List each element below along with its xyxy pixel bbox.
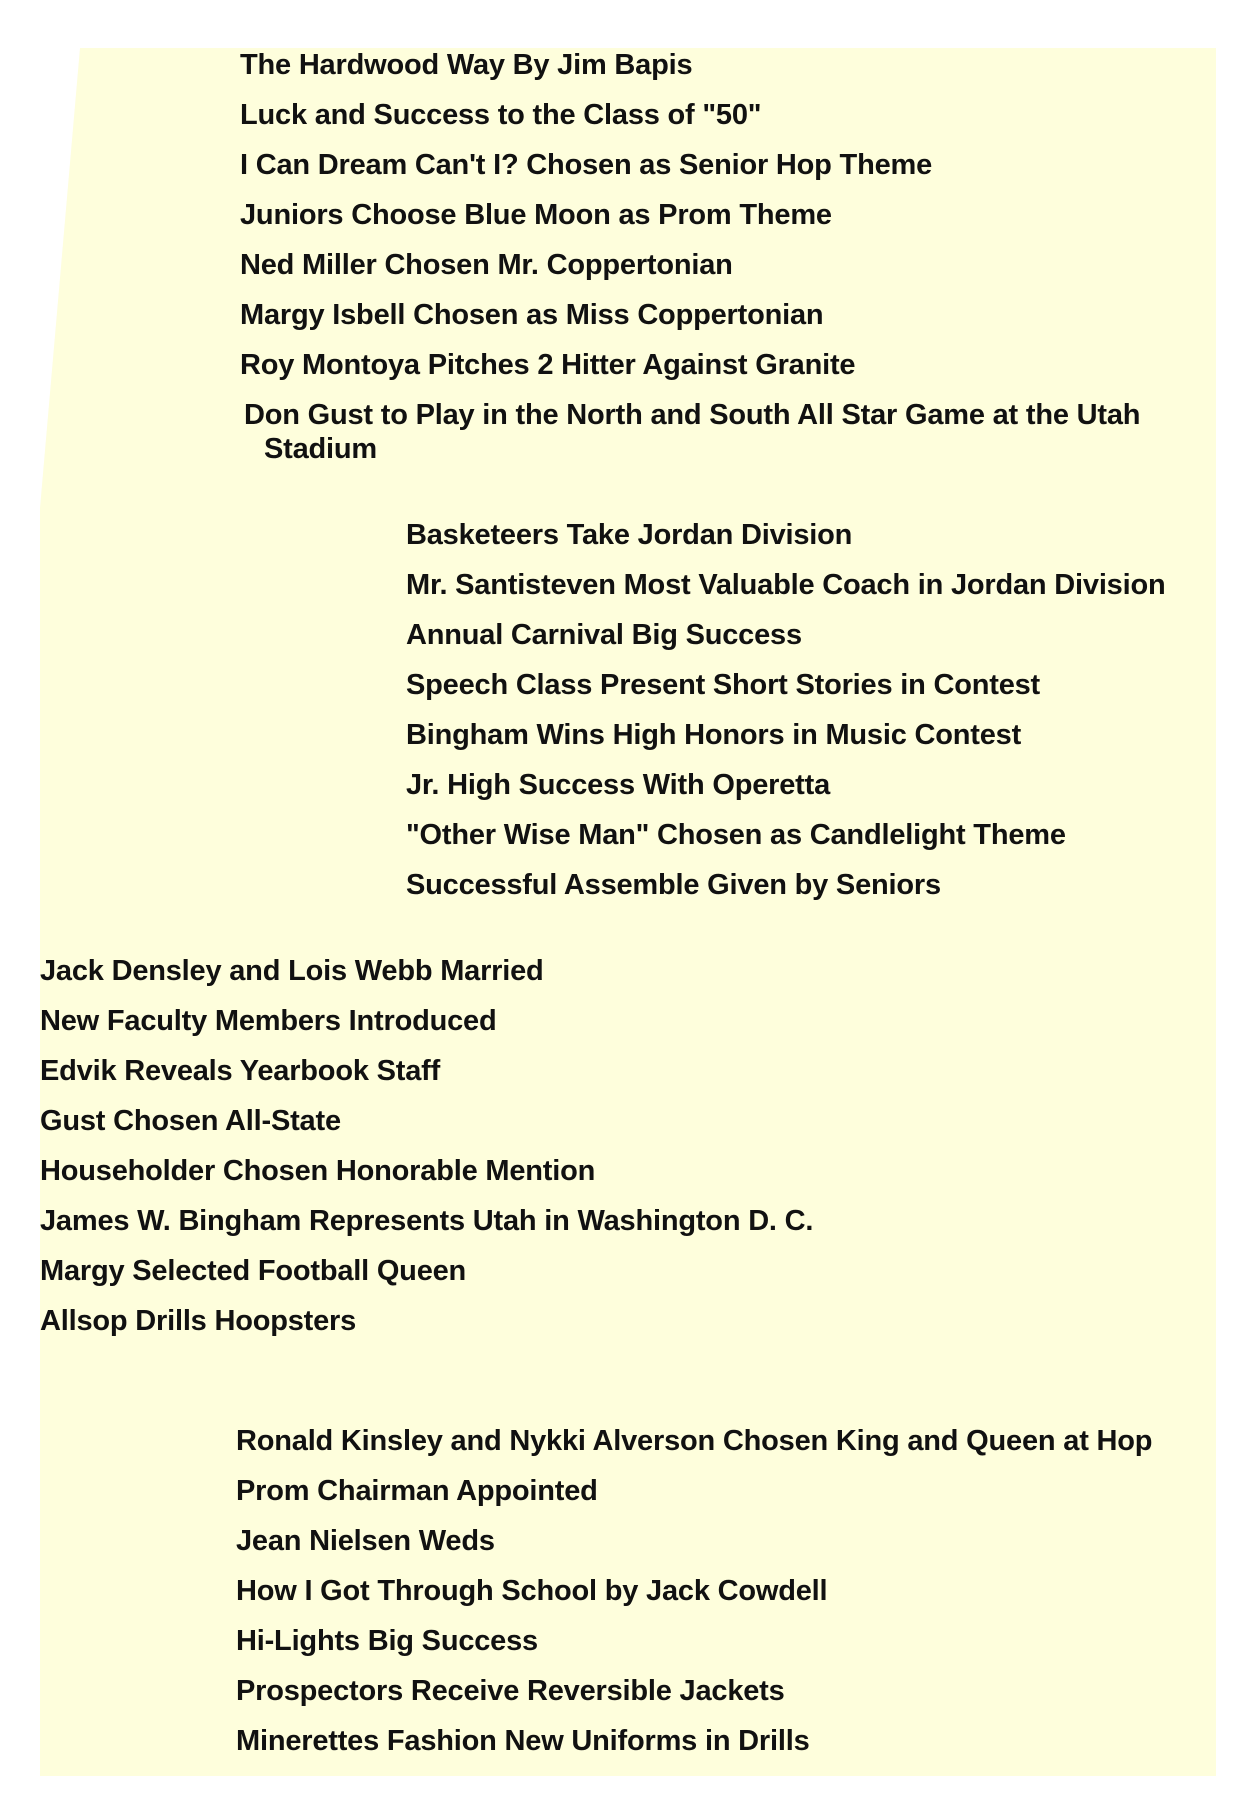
headline-item: Jack Densley and Lois Webb Married <box>40 955 544 987</box>
headline-item: Luck and Success to the Class of "50" <box>240 99 762 131</box>
headline-item: Bingham Wins High Honors in Music Contest <box>406 719 1022 751</box>
headline-item: Annual Carnival Big Success <box>406 619 802 651</box>
headline-item: How I Got Through School by Jack Cowdell <box>236 1575 828 1607</box>
headline-item: Basketeers Take Jordan Division <box>406 519 853 551</box>
headline-item: Ned Miller Chosen Mr. Coppertonian <box>240 249 733 281</box>
headline-item: Margy Selected Football Queen <box>40 1255 467 1287</box>
headline-line: Don Gust to Play in the North and South All Star Game at the Utah <box>244 399 1141 431</box>
headline-item: Mr. Santisteven Most Valuable Coach in Jordan Division <box>406 569 1166 601</box>
headline-item: Jr. High Success With Operetta <box>406 769 831 801</box>
headline-item: Householder Chosen Honorable Mention <box>40 1155 596 1187</box>
headline-item: Prom Chairman Appointed <box>236 1475 598 1507</box>
headline-item-wrapped <box>244 398 1224 466</box>
headline-item: Allsop Drills Hoopsters <box>40 1305 357 1337</box>
headline-item: Jean Nielsen Weds <box>236 1525 495 1557</box>
headline-item: I Can Dream Can't I? Chosen as Senior Hop Theme <box>240 149 933 181</box>
headline-item: Juniors Choose Blue Moon as Prom Theme <box>240 199 832 231</box>
headline-item: Successful Assemble Given by Seniors <box>406 869 941 901</box>
headline-item: Speech Class Present Short Stories in Contest <box>406 669 1041 701</box>
headline-item: Prospectors Receive Reversible Jackets <box>236 1675 785 1707</box>
headline-item: New Faculty Members Introduced <box>40 1005 497 1037</box>
headline-item: Roy Montoya Pitches 2 Hitter Against Granite <box>240 349 856 381</box>
headline-item: "Other Wise Man" Chosen as Candlelight Theme <box>406 819 1066 851</box>
headline-item: James W. Bingham Represents Utah in Washington D. C. <box>40 1205 814 1237</box>
headline-item: Hi-Lights Big Success <box>236 1625 538 1657</box>
headline-item: Ronald Kinsley and Nykki Alverson Chosen King and Queen at Hop <box>236 1425 1153 1457</box>
headline-item: Minerettes Fashion New Uniforms in Drills <box>236 1725 810 1757</box>
headline-line: Stadium <box>264 433 377 465</box>
headline-item: Margy Isbell Chosen as Miss Coppertonian <box>240 299 824 331</box>
headline-item: Gust Chosen All-State <box>40 1105 341 1137</box>
headline-item: Edvik Reveals Yearbook Staff <box>40 1055 441 1087</box>
headline-item: The Hardwood Way By Jim Bapis <box>240 49 693 81</box>
